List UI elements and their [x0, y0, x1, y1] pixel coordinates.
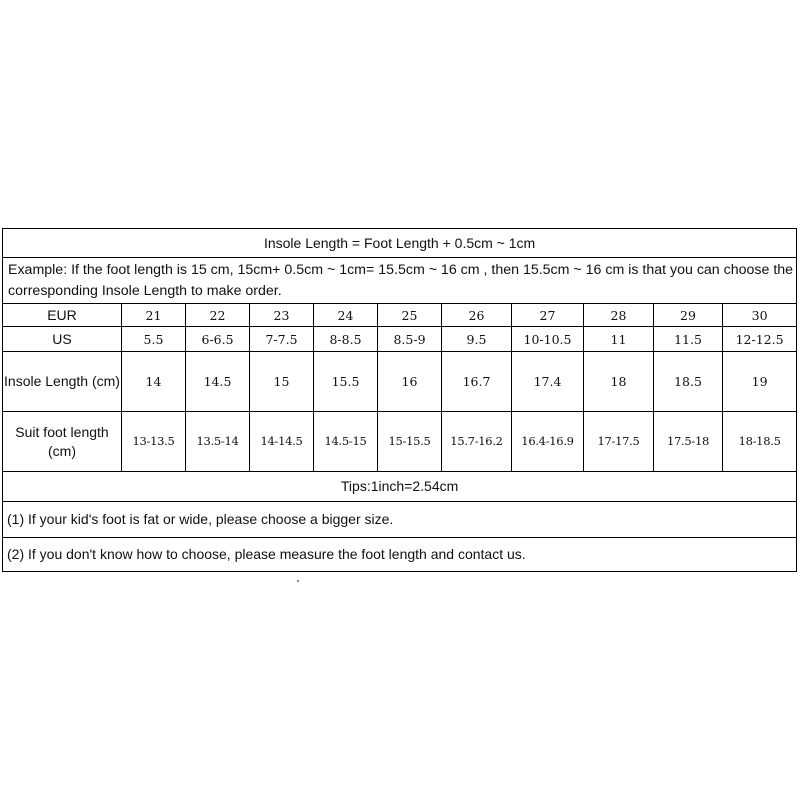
- suit-foot-cell: 16.4-16.9: [512, 412, 584, 472]
- note-row: [3, 538, 797, 572]
- insole-label: Insole Length (cm): [3, 352, 122, 412]
- eur-cell: 23: [250, 304, 314, 327]
- example-row: [3, 258, 797, 304]
- insole-cell: 15.5: [314, 352, 378, 412]
- insole-cell: 14: [122, 352, 186, 412]
- insole-cell: 19: [723, 352, 797, 412]
- suit-foot-cell: 14.5-15: [314, 412, 378, 472]
- eur-cell: 28: [584, 304, 654, 327]
- eur-cell: 21: [122, 304, 186, 327]
- us-cell: 8-8.5: [314, 327, 378, 352]
- us-cell: 10-10.5: [512, 327, 584, 352]
- insole-cell: 16: [378, 352, 442, 412]
- suit-foot-cell: 14-14.5: [250, 412, 314, 472]
- us-cell: 6-6.5: [186, 327, 250, 352]
- formula-header: Insole Length = Foot Length + 0.5cm ~ 1cm: [3, 229, 797, 258]
- insole-cell: 18: [584, 352, 654, 412]
- us-row: [3, 327, 797, 352]
- suit-foot-cell: 17-17.5: [584, 412, 654, 472]
- suit-foot-cell: 13.5-14: [186, 412, 250, 472]
- suit-foot-label: Suit foot length (cm): [3, 412, 122, 472]
- us-cell: 11.5: [654, 327, 723, 352]
- eur-cell: 25: [378, 304, 442, 327]
- us-cell: 8.5-9: [378, 327, 442, 352]
- insole-cell: 17.4: [512, 352, 584, 412]
- eur-row: [3, 304, 797, 327]
- us-cell: 11: [584, 327, 654, 352]
- suit-foot-cell: 13-13.5: [122, 412, 186, 472]
- us-cell: 9.5: [442, 327, 512, 352]
- eur-cell: 22: [186, 304, 250, 327]
- eur-cell: 26: [442, 304, 512, 327]
- insole-row: [3, 352, 797, 412]
- us-cell: 7-7.5: [250, 327, 314, 352]
- eur-cell: 29: [654, 304, 723, 327]
- eur-cell: 24: [314, 304, 378, 327]
- example-text: Example: If the foot length is 15 cm, 15cm+ 0.5cm ~ 1cm= 15.5cm ~ 16 cm , then 15.5cm ~ 16 cm is that you can choose the corresponding Insole Length to make order.: [3, 258, 797, 304]
- size-chart-table: [2, 228, 797, 572]
- insole-cell: 16.7: [442, 352, 512, 412]
- eur-cell: 30: [723, 304, 797, 327]
- note-row: [3, 502, 797, 538]
- stray-dot: [297, 580, 299, 582]
- suit-foot-row: [3, 412, 797, 472]
- eur-cell: 27: [512, 304, 584, 327]
- tips-text: Tips:1inch=2.54cm: [3, 472, 797, 502]
- insole-cell: 15: [250, 352, 314, 412]
- insole-cell: 18.5: [654, 352, 723, 412]
- us-label: US: [3, 327, 122, 352]
- note-fat-foot: (1) If your kid's foot is fat or wide, please choose a bigger size.: [3, 502, 797, 538]
- header-row: [3, 229, 797, 258]
- tips-row: [3, 472, 797, 502]
- suit-foot-cell: 15.7-16.2: [442, 412, 512, 472]
- us-cell: 5.5: [122, 327, 186, 352]
- eur-label: EUR: [3, 304, 122, 327]
- insole-cell: 14.5: [186, 352, 250, 412]
- suit-foot-cell: 18-18.5: [723, 412, 797, 472]
- note-measure-foot: (2) If you don't know how to choose, please measure the foot length and contact us.: [3, 538, 797, 572]
- suit-foot-cell: 15-15.5: [378, 412, 442, 472]
- suit-foot-cell: 17.5-18: [654, 412, 723, 472]
- us-cell: 12-12.5: [723, 327, 797, 352]
